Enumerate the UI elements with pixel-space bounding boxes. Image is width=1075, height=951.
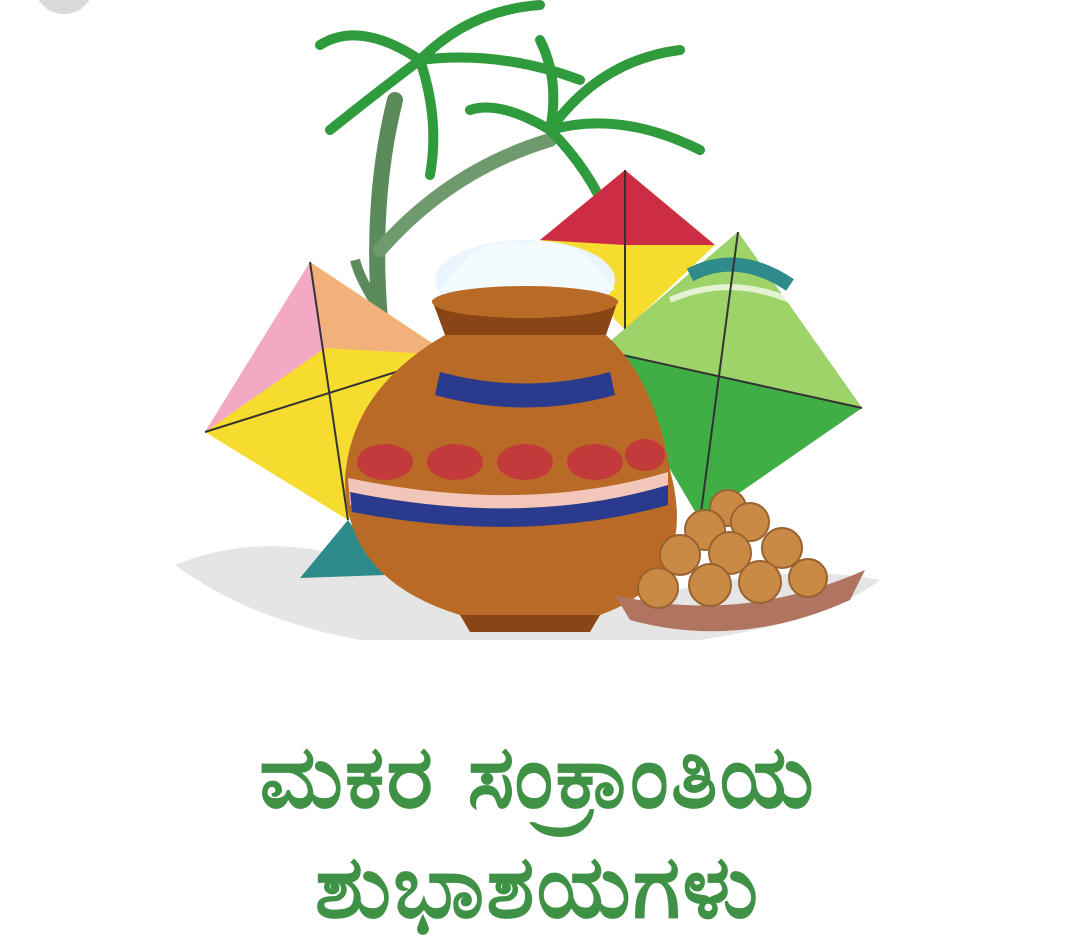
greeting-line-2: ಶುಭಾಶಯಗಳು — [314, 835, 761, 938]
greeting-line-1: ಮಕರ ಸಂಕ್ರಾಂತಿಯ — [259, 725, 816, 828]
